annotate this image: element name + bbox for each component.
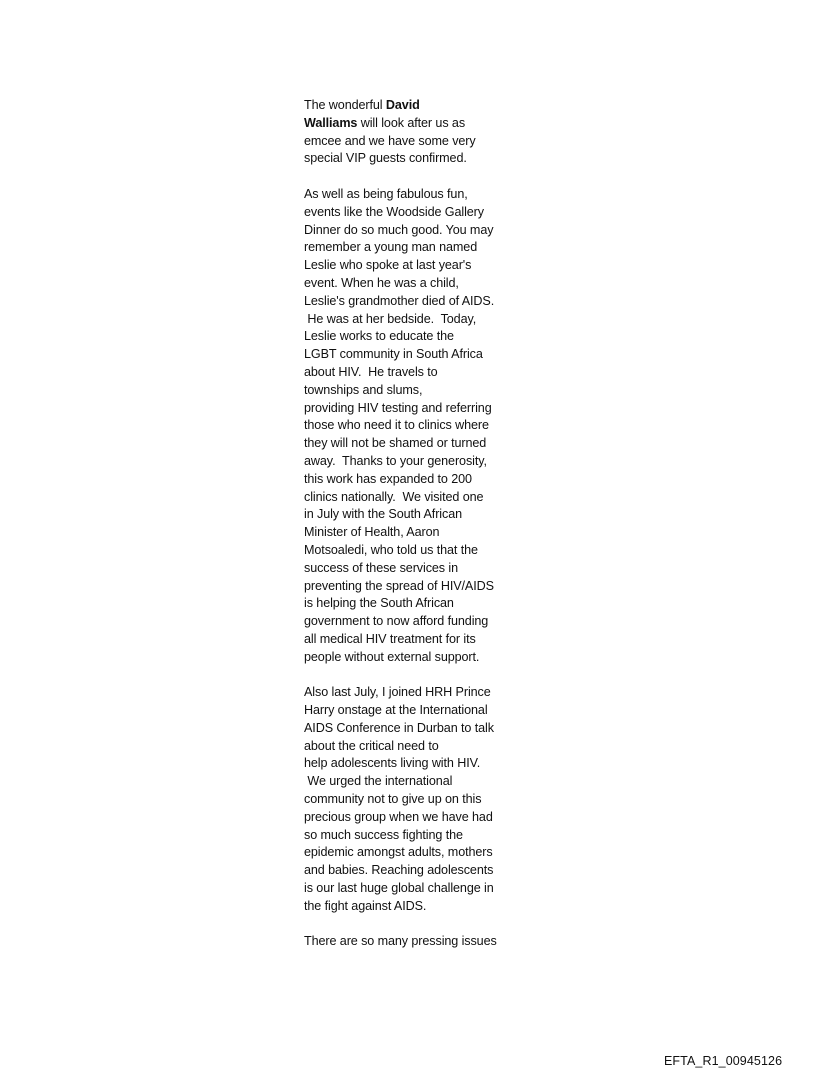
text-line: people without external support.	[304, 649, 480, 664]
paragraph-pressing-issues	[304, 933, 534, 951]
text-line: in July with the South African	[304, 507, 463, 522]
text-line: those who need it to clinics where	[304, 418, 489, 433]
text-line: Leslie works to educate the	[304, 329, 454, 344]
text-line: is helping the South African	[304, 596, 454, 611]
text-line: providing HIV testing and referring	[304, 400, 492, 415]
text-line: help adolescents living with HIV.	[304, 756, 481, 771]
text-run: The wonderful	[304, 98, 386, 112]
text-line: clinics nationally. We visited one	[304, 489, 484, 504]
text-line	[304, 97, 534, 115]
text-line: and babies. Reaching adolescents	[304, 863, 494, 878]
bold-name: Walliams	[304, 115, 358, 130]
text-line: special VIP guests confirmed.	[304, 151, 467, 166]
text-line: epidemic amongst adults, mothers	[304, 845, 493, 860]
document-id-footer: EFTA_R1_00945126	[664, 1054, 783, 1068]
text-line: Leslie who spoke at last year's	[304, 258, 472, 273]
paragraph-host-intro	[304, 97, 534, 168]
text-line: preventing the spread of HIV/AIDS	[304, 578, 494, 593]
text-line: government to now afford funding	[304, 614, 489, 629]
text-line: event. When he was a child,	[304, 275, 459, 290]
text-run: will look after us as	[357, 115, 466, 130]
text-line: so much success fighting the	[304, 827, 463, 842]
text-line: Motsoaledi, who told us that the	[304, 542, 478, 557]
letter-body	[304, 97, 534, 969]
text-line: We urged the international	[304, 774, 453, 789]
text-line: emcee and we have some very	[304, 133, 476, 148]
text-line: events like the Woodside Gallery	[304, 204, 484, 219]
text-line: community not to give up on this	[304, 792, 482, 807]
text-line: about the critical need to	[304, 738, 439, 753]
text-line: Leslie's grandmother died of AIDS.	[304, 293, 495, 308]
text-line: Also last July, I joined HRH Prince	[304, 685, 491, 700]
text-line: they will not be shamed or turned	[304, 436, 487, 451]
text-line: this work has expanded to 200	[304, 471, 472, 486]
text-line: As well as being fabulous fun,	[304, 186, 468, 201]
paragraph-aids-conference	[304, 684, 534, 915]
text-line: Harry onstage at the International	[304, 703, 488, 718]
text-line: all medical HIV treatment for its	[304, 631, 476, 646]
text-line: LGBT community in South Africa	[304, 347, 483, 362]
text-line: precious group when we have had	[304, 809, 493, 824]
text-line: success of these services in	[304, 560, 458, 575]
text-line: townships and slums,	[304, 382, 423, 397]
text-line: Dinner do so much good. You may	[304, 222, 494, 237]
text-line: Minister of Health, Aaron	[304, 525, 440, 540]
text-line: There are so many pressing issues	[304, 934, 497, 949]
text-line: away. Thanks to your generosity,	[304, 453, 487, 468]
paragraph-leslie-story	[304, 186, 534, 667]
text-line: is our last huge global challenge in	[304, 881, 494, 896]
bold-name: David	[385, 98, 420, 112]
text-line: AIDS Conference in Durban to talk	[304, 720, 494, 735]
text-line	[304, 115, 534, 133]
text-line: He was at her bedside. Today,	[304, 311, 477, 326]
text-line: the fight against AIDS.	[304, 898, 427, 913]
text-line: remember a young man named	[304, 240, 478, 255]
text-line: about HIV. He travels to	[304, 364, 438, 379]
